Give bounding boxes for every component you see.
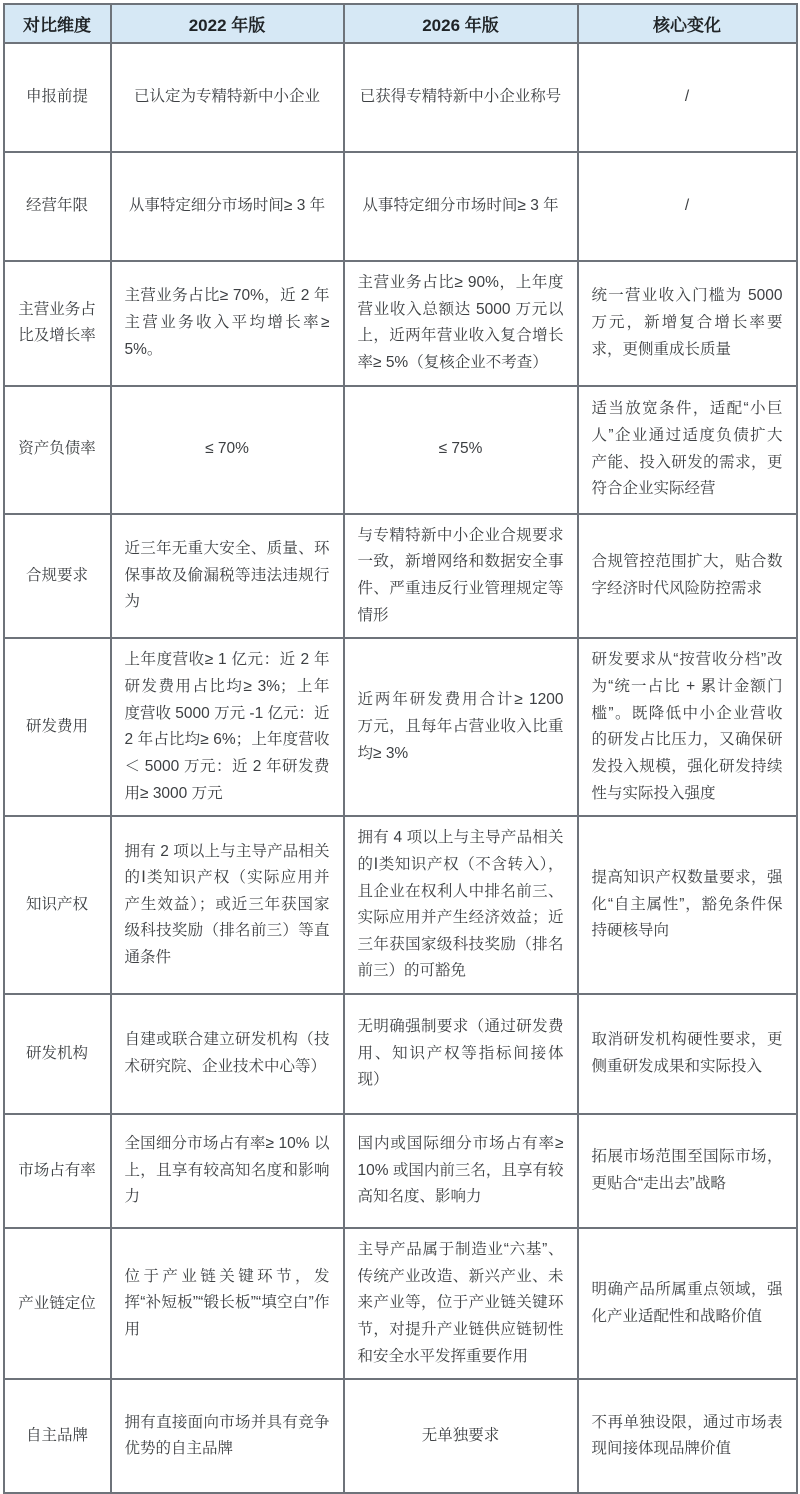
cell-change: 取消研发机构硬性要求，更侧重研发成果和实际投入 [578,994,797,1114]
row-label: 申报前提 [4,43,111,152]
cell-2026: 无单独要求 [344,1379,578,1493]
row-label: 市场占有率 [4,1114,111,1228]
cell-change: 合规管控范围扩大，贴合数字经济时代风险防控需求 [578,514,797,639]
cell-change: 适当放宽条件，适配“小巨人”企业通过适度负债扩大产能、投入研发的需求，更符合企业实际经营 [578,386,797,514]
cell-2026: 主营业务占比≥ 90%，上年度营业收入总额达 5000 万元以上，近两年营业收入复合增长率≥ 5%（复核企业不考查） [344,261,578,386]
cell-2022: 拥有 2 项以上与主导产品相关的Ⅰ类知识产权（实际应用并产生效益）；或近三年获国家级科技奖励（排名前三）等直通条件 [111,816,344,994]
cell-change: / [578,43,797,152]
cell-2022: 全国细分市场占有率≥ 10% 以上，且享有较高知名度和影响力 [111,1114,344,1228]
table-header-row [4,4,797,43]
row-label: 自主品牌 [4,1379,111,1493]
cell-2026: 国内或国际细分市场占有率≥ 10% 或国内前三名，且享有较高知名度、影响力 [344,1114,578,1228]
row-label: 研发费用 [4,638,111,816]
cell-2026: ≤ 75% [344,386,578,514]
table-row [4,386,797,514]
table-row [4,514,797,639]
table-row [4,261,797,386]
cell-2026: 与专精特新中小企业合规要求一致，新增网络和数据安全事件、严重违反行业管理规定等情形 [344,514,578,639]
cell-2026: 拥有 4 项以上与主导产品相关的Ⅰ类知识产权（不含转入），且企业在权利人中排名前三、实际应用并产生经济效益；近三年获国家级科技奖励（排名前三）的可豁免 [344,816,578,994]
column-header-2026: 2026 年版 [344,4,578,43]
comparison-table [3,3,798,1494]
cell-2022: 位于产业链关键环节，发挥“补短板”“锻长板”“填空白”作用 [111,1228,344,1379]
cell-change: 拓展市场范围至国际市场，更贴合“走出去”战略 [578,1114,797,1228]
table-row [4,816,797,994]
row-label: 经营年限 [4,152,111,261]
cell-2022: 已认定为专精特新中小企业 [111,43,344,152]
cell-change: 明确产品所属重点领域，强化产业适配性和战略价值 [578,1228,797,1379]
cell-2022: ≤ 70% [111,386,344,514]
row-label: 知识产权 [4,816,111,994]
row-label: 资产负债率 [4,386,111,514]
cell-2026: 已获得专精特新中小企业称号 [344,43,578,152]
cell-2022: 从事特定细分市场时间≥ 3 年 [111,152,344,261]
cell-change: 不再单独设限，通过市场表现间接体现品牌价值 [578,1379,797,1493]
table-row [4,1228,797,1379]
table-row [4,1379,797,1493]
cell-change: 提高知识产权数量要求，强化“自主属性”，豁免条件保持硬核导向 [578,816,797,994]
table-row [4,638,797,816]
table-row [4,994,797,1114]
cell-2022: 主营业务占比≥ 70%，近 2 年主营业务收入平均增长率≥ 5%。 [111,261,344,386]
cell-change: / [578,152,797,261]
table-row [4,152,797,261]
cell-2022: 拥有直接面向市场并具有竞争优势的自主品牌 [111,1379,344,1493]
cell-2022: 近三年无重大安全、质量、环保事故及偷漏税等违法违规行为 [111,514,344,639]
column-header-change: 核心变化 [578,4,797,43]
cell-2026: 从事特定细分市场时间≥ 3 年 [344,152,578,261]
cell-2026: 近两年研发费用合计≥ 1200 万元，且每年占营业收入比重均≥ 3% [344,638,578,816]
column-header-dimension: 对比维度 [4,4,111,43]
row-label: 产业链定位 [4,1228,111,1379]
cell-change: 统一营业收入门槛为 5000 万元，新增复合增长率要求，更侧重成长质量 [578,261,797,386]
page [0,3,800,1494]
cell-2022: 自建或联合建立研发机构（技术研究院、企业技术中心等） [111,994,344,1114]
cell-change: 研发要求从“按营收分档”改为“统一占比 + 累计金额门槛”。既降低中小企业营收的研发占比压力，又确保研发投入规模，强化研发持续性与实际投入强度 [578,638,797,816]
cell-2026: 主导产品属于制造业“六基”、传统产业改造、新兴产业、未来产业等，位于产业链关键环节，对提升产业链供应链韧性和安全水平发挥重要作用 [344,1228,578,1379]
cell-2022: 上年度营收≥ 1 亿元：近 2 年研发费用占比均≥ 3%；上年度营收 5000 万元 -1 亿元：近 2 年占比均≥ 6%；上年度营收＜ 5000 万元：近 2 年研发费用≥ 3000 万元 [111,638,344,816]
cell-2026: 无明确强制要求（通过研发费用、知识产权等指标间接体现） [344,994,578,1114]
column-header-2022: 2022 年版 [111,4,344,43]
row-label: 合规要求 [4,514,111,639]
table-row [4,43,797,152]
row-label: 主营业务占比及增长率 [4,261,111,386]
table-row [4,1114,797,1228]
row-label: 研发机构 [4,994,111,1114]
